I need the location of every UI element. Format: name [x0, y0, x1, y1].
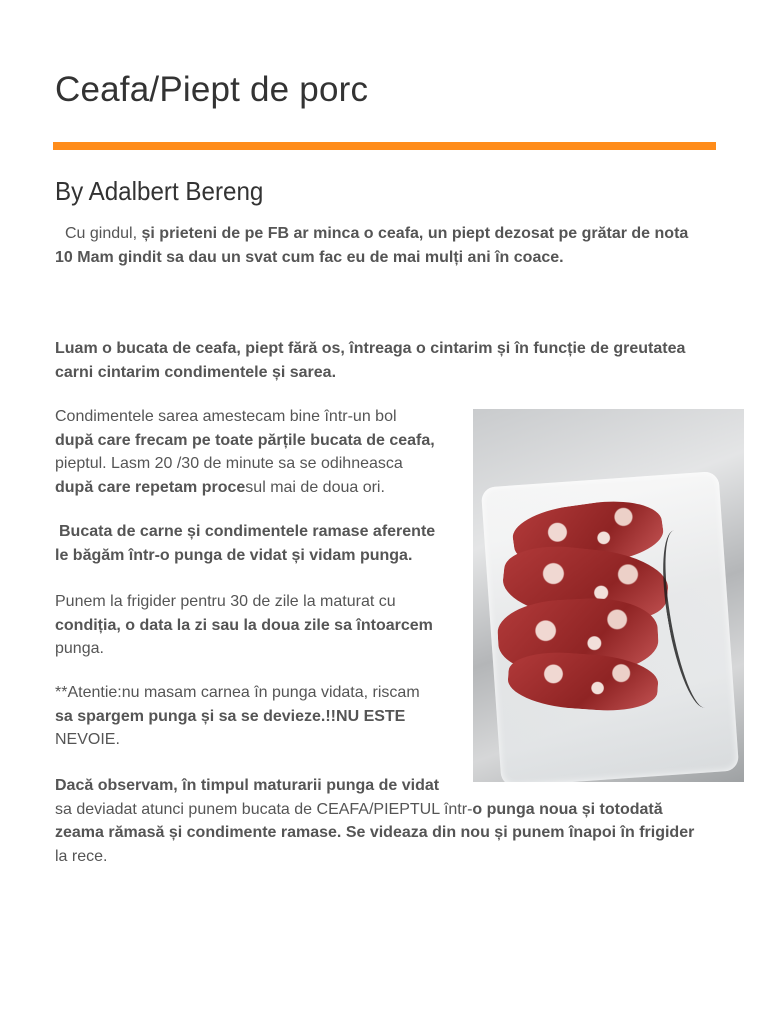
paragraph-4-line-1: Punem la frigider pentru 30 de zile la maturat cu	[55, 593, 396, 610]
intro-line-2: 10 Mam gindit sa dau un svat cum fac eu de mai mulți ani în coace.	[55, 248, 564, 266]
paragraph-6-line-1: Dacă observam, în timpul maturarii punga de vidat	[55, 777, 440, 794]
paragraph-6-line-4: la rece.	[55, 847, 108, 865]
paragraph-3-line-1: Bucata de carne și condimentele ramase aferente	[59, 523, 436, 540]
paragraph-2	[55, 405, 465, 499]
paragraph-2-line-3: pieptul. Lasm 20 /30 de minute sa se odihneasca	[55, 455, 403, 472]
paragraph-2-line-4b: sul mai de doua ori.	[245, 478, 385, 496]
paragraph-5-line-3: NEVOIE.	[55, 731, 120, 748]
author-byline: By Adalbert Bereng	[55, 176, 264, 206]
intro-paragraph	[55, 222, 725, 269]
paragraph-6-line-2a: sa deviadat atunci punem bucata de CEAFA/PIEPTUL într-	[55, 800, 473, 818]
paragraph-3-line-2: le băgăm într-o punga de vidat și vidam punga.	[55, 546, 413, 564]
intro-line-1b: și prieteni de pe FB ar minca o ceafa, un piept dezosat pe grătar de nota	[141, 225, 689, 242]
paragraph-4	[55, 590, 465, 661]
paragraph-1-line-1: Luam o bucata de ceafa, piept fără os, întreaga o cintarim și în funcție de greutatea	[55, 340, 686, 357]
paragraph-5	[55, 681, 465, 752]
paragraph-4-line-3: punga.	[55, 640, 104, 657]
paragraph-6-line-3: zeama rămasă și condimente ramase. Se videaza din nou și punem înapoi în frigider	[55, 824, 695, 841]
vacuum-pack-meat-photo	[473, 409, 744, 782]
paragraph-1-line-2: carni cintarim condimentele și sarea.	[55, 363, 337, 381]
paragraph-3	[55, 520, 465, 567]
page-title: Ceafa/Piept de porc	[55, 70, 369, 109]
paragraph-2-line-2: după care frecam pe toate părțile bucata de ceafa,	[55, 431, 435, 449]
intro-line-1a: Cu gindul,	[65, 225, 142, 242]
paragraph-5-line-1: **Atentie:nu masam carnea în punga vidata, riscam	[55, 684, 420, 701]
paragraph-6	[55, 774, 725, 868]
paragraph-2-line-1: Condimentele sarea amestecam bine într-un bol	[55, 408, 397, 425]
paragraph-2-line-4a: după care repetam proce	[55, 478, 246, 496]
paragraph-5-line-2: sa spargem punga și sa se devieze.!!NU ESTE	[55, 707, 406, 725]
paragraph-1	[55, 337, 725, 384]
title-divider	[53, 142, 716, 150]
paragraph-6-line-2b: o punga noua și totodată	[472, 800, 663, 818]
paragraph-4-line-2: condiția, o data la zi sau la doua zile sa întoarcem	[55, 616, 433, 634]
